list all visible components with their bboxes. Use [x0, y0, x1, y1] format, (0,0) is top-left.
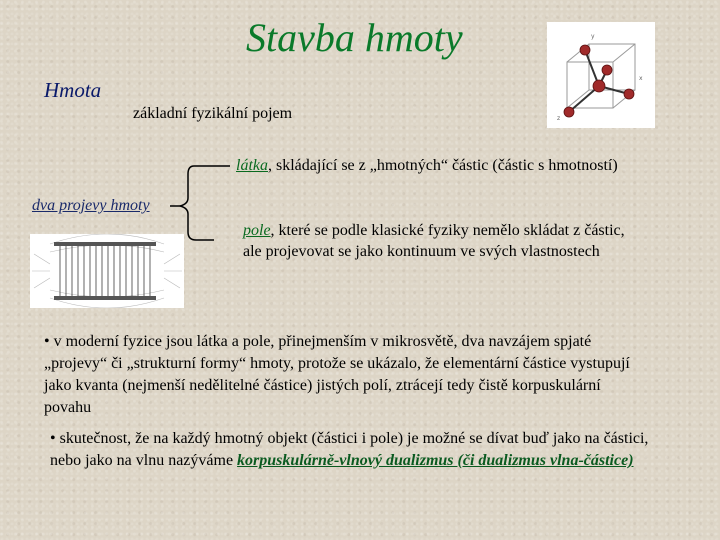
electric-field-lines-icon	[30, 234, 184, 308]
bullet-dualism-text: • skutečnost, že na každý hmotný objekt (částici i pole) je možné se dívat buď jako na částici, nebo jako na vlnu nazýváme	[50, 430, 649, 469]
bullet-dualism	[50, 428, 650, 472]
concept-text: základní fyzikální pojem	[133, 105, 293, 122]
pole-keyword: pole	[243, 222, 271, 239]
bullet-modern-physics: • v moderní fyzice jsou látka a pole, přinejmenším v mikrosvětě, dva navzájem spjaté „projevy“ či „strukturní formy“ hmoty, protože se ukázalo, že elementární částice vystupují jako kvanta (nejmenší nedělitelné částice) jistých polí, ztrácejí tedy čistě korpuskulární povahu	[44, 333, 630, 416]
latka-description: , skládající se z „hmotných“ částic (částic s hmotností)	[268, 157, 618, 174]
pole-text	[243, 220, 633, 262]
latka-keyword: látka	[236, 157, 268, 174]
svg-text:z: z	[557, 115, 561, 122]
svg-text:y: y	[591, 33, 595, 40]
hmota-heading: Hmota	[44, 78, 102, 102]
slide-title: Stavba hmoty	[246, 15, 463, 60]
curly-bracket-icon	[170, 160, 236, 242]
molecule-cube-diagram-icon	[547, 22, 655, 128]
pole-description: , které se podle klasické fyziky nemělo skládat z částic, ale projevovat se jako kontinuum ve svých vlastnostech	[243, 222, 625, 260]
latka-line	[236, 157, 618, 175]
dualism-term: korpuskulárně-vlnový dualizmus (či dualizmus vlna-částice)	[237, 452, 634, 469]
dva-projevy-label: dva projevy hmoty	[32, 197, 150, 214]
svg-text:x: x	[639, 75, 643, 82]
